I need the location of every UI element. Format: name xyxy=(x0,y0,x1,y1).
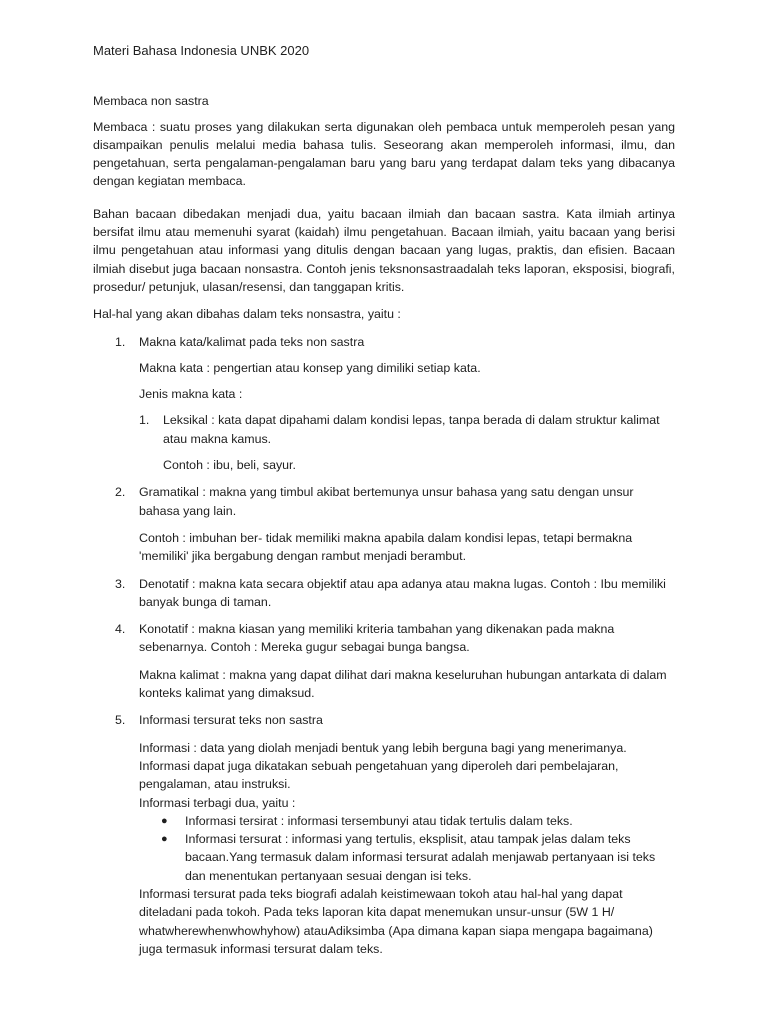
leksikal-contoh: Contoh : ibu, beli, sayur. xyxy=(163,458,296,473)
gramatikal-contoh: Contoh : imbuhan ber- tidak memiliki makna apabila dalam kondisi lepas, tetapi bermakna 'memiliki' jika bergabung dengan rambut menjadi berambut. xyxy=(139,530,633,564)
document-page xyxy=(93,42,675,958)
document-header: Materi Bahasa Indonesia UNBK 2020 xyxy=(93,43,310,58)
bullet-icon: ● xyxy=(161,814,168,827)
list-number: 3. xyxy=(115,576,126,591)
bullet-text: Informasi tersirat : informasi tersembunyi atau tidak tertulis dalam teks. xyxy=(185,813,573,828)
bullet-text: Informasi tersurat : informasi yang tertulis, eksplisit, atau tampak jelas dalam teks bacaan.Yang termasuk dalam informasi tersurat adalah menjawab pertanyaan isi teks dan menentukan pertanyaan sesuai dengan isi teks. xyxy=(185,832,656,883)
list-item-3 xyxy=(93,575,675,612)
section-title: Membaca non sastra xyxy=(93,94,209,109)
leksikal-text: Leksikal : kata dapat dipahami dalam kondisi lepas, tanpa berada di dalam struktur kalimat atau makna kamus. xyxy=(163,413,660,446)
paragraph-hal-hal: Hal-hal yang akan dibahas dalam teks nonsastra, yaitu : xyxy=(93,307,401,322)
makna-kata-definition: Makna kata : pengertian atau konsep yang dimiliki setiap kata. xyxy=(139,360,481,375)
jenis-makna-label: Jenis makna kata : xyxy=(139,387,243,402)
list-item-5 xyxy=(93,711,675,958)
gramatikal-text: Gramatikal : makna yang timbul akibat bertemunya unsur bahasa yang satu dengan unsur bahasa yang lain. xyxy=(139,485,634,518)
list-item-2 xyxy=(93,483,675,565)
informasi-definition: Informasi : data yang diolah menjadi bentuk yang lebih berguna bagi yang menerimanya. Informasi dapat juga dikatakan sebuah pengetahuan yang diperoleh dari pembelajaran, pengalaman, atau instruksi. xyxy=(139,740,627,792)
paragraph-bahan-bacaan: Bahan bacaan dibedakan menjadi dua, yaitu bacaan ilmiah dan bacaan sastra. Kata ilmiah artinya bersifat ilmu atau memenuhi syarat (kaidah) ilmu pengetahuan. Bacaan ilmiah, yaitu bacaan yang berisi ilmu pengetahuan atau informasi yang ditulis dengan bacaan yang lugas, praktis, dan efisien. Bacaan ilmiah disebut juga bacaan nonsastra. Contoh jenis teksnonsastraadalah teks laporan, eksposisi, biografi, prosedur/ petunjuk, ulasan/resensi, dan tanggapan kritis. xyxy=(93,206,675,294)
sub-list-item-1 xyxy=(93,411,675,474)
makna-kalimat-text: Makna kalimat : makna yang dapat dilihat dari makna keseluruhan hubungan antarkata di dalam konteks kalimat yang dimaksud. xyxy=(139,667,667,701)
paragraph-membaca: Membaca : suatu proses yang dilakukan serta digunakan oleh pembaca untuk memperoleh pesan yang disampaikan penulis melalui media bahasa tulis. Seseorang akan memperoleh informasi, ilmu, dan pengetahuan, serta pengalaman-pengalaman baru yang baru yang terdapat dalam teks yang dibacanya dengan kegiatan membaca. xyxy=(93,119,675,189)
denotatif-text: Denotatif : makna kata secara objektif atau apa adanya atau makna lugas. Contoh : Ibu memiliki banyak bunga di taman. xyxy=(139,576,666,609)
list-item-1 xyxy=(93,333,675,475)
sub-list-number: 1. xyxy=(139,413,150,428)
list-number: 4. xyxy=(115,622,126,637)
informasi-closing: Informasi tersurat pada teks biografi adalah keistimewaan tokoh atau hal-hal yang dapat diteladani pada tokoh. Pada teks laporan kita dapat menemukan unsur-unsur (5W 1 H/ whatwherewhenwhowhyhow) atauAdiksimba (Apa dimana kapan siapa mengapa bagaimana) juga termasuk informasi tersurat dalam teks. xyxy=(139,886,653,956)
list-number: 1. xyxy=(115,334,126,349)
bullet-icon: ● xyxy=(161,833,168,846)
bullet-item-tersirat xyxy=(93,812,675,830)
list-number: 5. xyxy=(115,713,126,728)
informasi-terbagi: Informasi terbagi dua, yaitu : xyxy=(139,795,296,810)
bullet-item-tersurat xyxy=(93,830,675,885)
konotatif-text: Konotatif : makna kiasan yang memiliki kriteria tambahan yang dikenakan pada makna sebenarnya. Contoh : Mereka gugur sebagai bunga bangsa. xyxy=(139,622,615,655)
list-item-4 xyxy=(93,620,675,702)
list-number: 2. xyxy=(115,485,126,500)
list-item-title: Informasi tersurat teks non sastra xyxy=(139,713,323,728)
list-item-title: Makna kata/kalimat pada teks non sastra xyxy=(139,334,365,349)
